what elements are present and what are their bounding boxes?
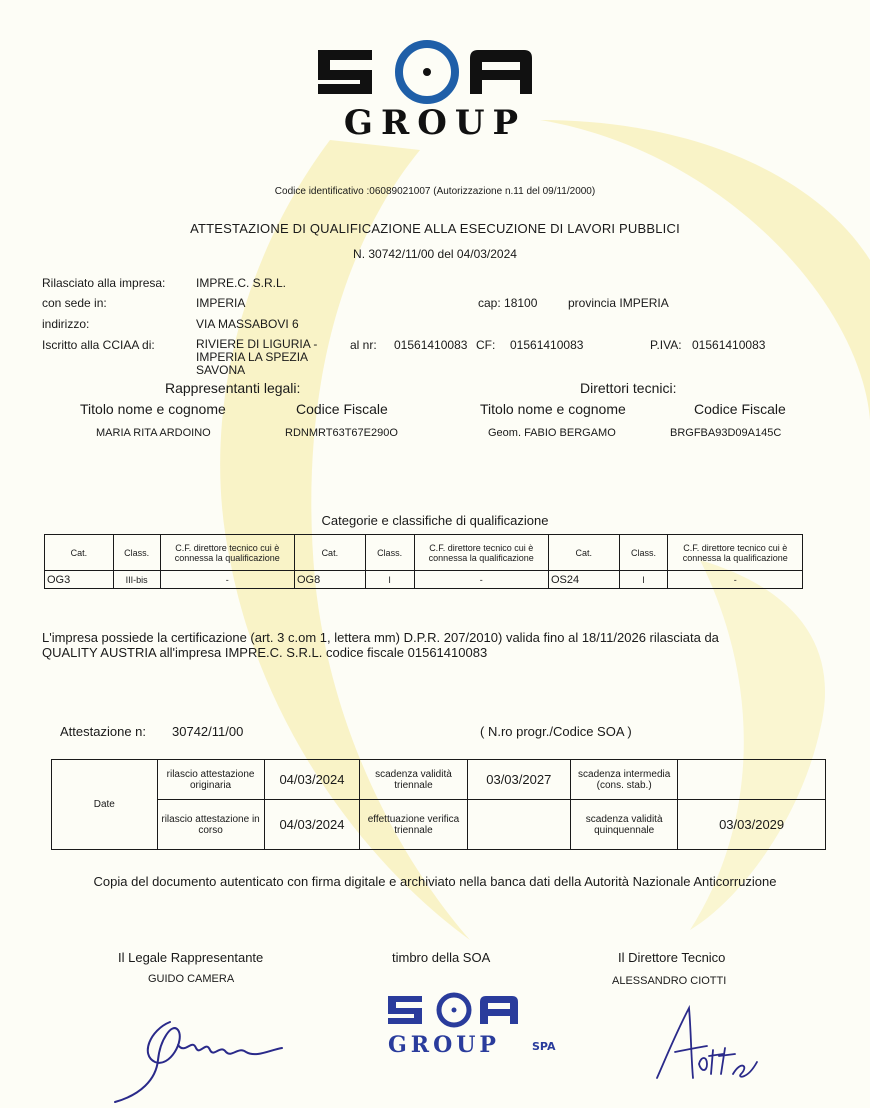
- soa-stamp-logo: [384, 990, 564, 1060]
- label-impresa: Rilasciato alla impresa:: [42, 276, 166, 290]
- cf-cell: -: [414, 571, 548, 589]
- scadenza-intermedia-label: scadenza intermedia (cons. stab.): [571, 760, 678, 800]
- legal-rep-title: Il Legale Rappresentante: [118, 950, 264, 965]
- piva-label: P.IVA:: [650, 338, 682, 352]
- legal-reps-heading: Rappresentanti legali:: [165, 380, 301, 396]
- col-class: Class.: [113, 535, 160, 571]
- nr-value: 01561410083: [394, 338, 468, 352]
- col-cat: Cat.: [294, 535, 365, 571]
- class-cell: I: [365, 571, 414, 589]
- svg-text:SPA: SPA: [532, 1040, 556, 1053]
- class-cell: I: [619, 571, 668, 589]
- attestation-number: 30742/11/00: [172, 724, 244, 739]
- legal-reps-col-name: Titolo nome e cognome: [80, 401, 226, 417]
- rilascio-originaria-value: 04/03/2024: [264, 760, 360, 800]
- tech-dir-signer-name: ALESSANDRO CIOTTI: [612, 975, 727, 987]
- rilascio-corso-value: 04/03/2024: [264, 800, 360, 850]
- cat-cell: OG3: [45, 571, 114, 589]
- provincia-value: provincia IMPERIA: [568, 296, 669, 310]
- impresa-value: IMPRE.C. S.R.L.: [196, 276, 287, 290]
- categories-heading: Categorie e classifiche di qualificazione: [321, 513, 549, 528]
- tech-directors-heading: Direttori tecnici:: [580, 380, 677, 396]
- logo-group-text: GROUP: [343, 103, 527, 143]
- indirizzo-value: VIA MASSABOVI 6: [196, 317, 299, 331]
- scadenza-quinquennale-label: scadenza validità quinquennale: [571, 800, 678, 850]
- col-cf: C.F. direttore tecnico cui è connessa la qualificazione: [414, 535, 548, 571]
- rilascio-corso-label: rilascio attestazione in corso: [157, 800, 264, 850]
- cf-cell: -: [160, 571, 294, 589]
- nr-label: al nr:: [350, 338, 377, 352]
- verifica-value: [467, 800, 571, 850]
- cciaa-value: RIVIERE DI LIGURIA - IMPERIA LA SPEZIA SAVONA: [196, 337, 318, 377]
- tech-dir-signature: [645, 1000, 765, 1085]
- col-cf: C.F. direttore tecnico cui è connessa la qualificazione: [160, 535, 294, 571]
- cf-value: 01561410083: [510, 338, 584, 352]
- stamp-title: timbro della SOA: [392, 950, 491, 965]
- cf-cell: -: [668, 571, 803, 589]
- col-class: Class.: [365, 535, 414, 571]
- scadenza-triennale-label: scadenza validità triennale: [360, 760, 467, 800]
- dates-table: [51, 759, 826, 850]
- legal-rep-signature: [100, 1000, 300, 1105]
- legal-reps-col-cf: Codice Fiscale: [296, 401, 388, 417]
- svg-text:GROUP: GROUP: [388, 1032, 500, 1058]
- categories-table: [44, 534, 803, 589]
- piva-value: 01561410083: [692, 338, 766, 352]
- verifica-label: effettuazione verifica triennale: [360, 800, 467, 850]
- tech-directors-col-name: Titolo nome e cognome: [480, 401, 626, 417]
- col-cat: Cat.: [548, 535, 619, 571]
- scadenza-quinquennale-value: 03/03/2029: [678, 800, 826, 850]
- dates-label: Date: [52, 760, 158, 850]
- table-row: [45, 571, 803, 589]
- document-title: ATTESTAZIONE DI QUALIFICAZIONE ALLA ESECUZIONE DI LAVORI PUBBLICI: [190, 221, 680, 236]
- tech-dir-title: Il Direttore Tecnico: [618, 950, 726, 965]
- copy-note: Copia del documento autenticato con firma digitale e archiviato nella banca dati della Autorità Nazionale Anticorruzione: [93, 874, 777, 889]
- rilascio-originaria-label: rilascio attestazione originaria: [157, 760, 264, 800]
- scadenza-triennale-value: 03/03/2027: [467, 760, 571, 800]
- soa-group-logo: [310, 36, 560, 146]
- col-class: Class.: [619, 535, 668, 571]
- certification-text: L'impresa possiede la certificazione (art. 3 c.om 1, lettera mm) D.P.R. 207/2010) valida fino al 18/11/2026 rilasciata da QUALITY AUSTRIA all'impresa IMPRE.C. S.R.L. codice fiscale 01561410083: [42, 630, 719, 660]
- attestation-label: Attestazione n:: [60, 724, 146, 739]
- scadenza-intermedia-value: [678, 760, 826, 800]
- attestation-note: ( N.ro progr./Codice SOA ): [480, 724, 632, 739]
- label-sede: con sede in:: [42, 296, 107, 310]
- col-cf: C.F. direttore tecnico cui è connessa la qualificazione: [668, 535, 803, 571]
- tech-director-name: Geom. FABIO BERGAMO: [488, 427, 616, 439]
- label-indirizzo: indirizzo:: [42, 317, 90, 331]
- legal-rep-name: MARIA RITA ARDOINO: [96, 427, 211, 439]
- cap-value: cap: 18100: [478, 296, 538, 310]
- cat-cell: OG8: [294, 571, 365, 589]
- legal-rep-cf: RDNMRT63T67E290O: [285, 427, 398, 439]
- class-cell: III-bis: [113, 571, 160, 589]
- tech-directors-col-cf: Codice Fiscale: [694, 401, 786, 417]
- legal-rep-signer-name: GUIDO CAMERA: [148, 973, 235, 985]
- cf-label: CF:: [476, 338, 496, 352]
- sede-value: IMPERIA: [196, 296, 246, 310]
- code-line: Codice identificativo :06089021007 (Autorizzazione n.11 del 09/11/2000): [274, 186, 596, 197]
- col-cat: Cat.: [45, 535, 114, 571]
- cat-cell: OS24: [548, 571, 619, 589]
- document-number: N. 30742/11/00 del 04/03/2024: [353, 247, 517, 261]
- label-cciaa: Iscritto alla CCIAA di:: [42, 338, 155, 352]
- tech-director-cf: BRGFBA93D09A145C: [670, 427, 782, 439]
